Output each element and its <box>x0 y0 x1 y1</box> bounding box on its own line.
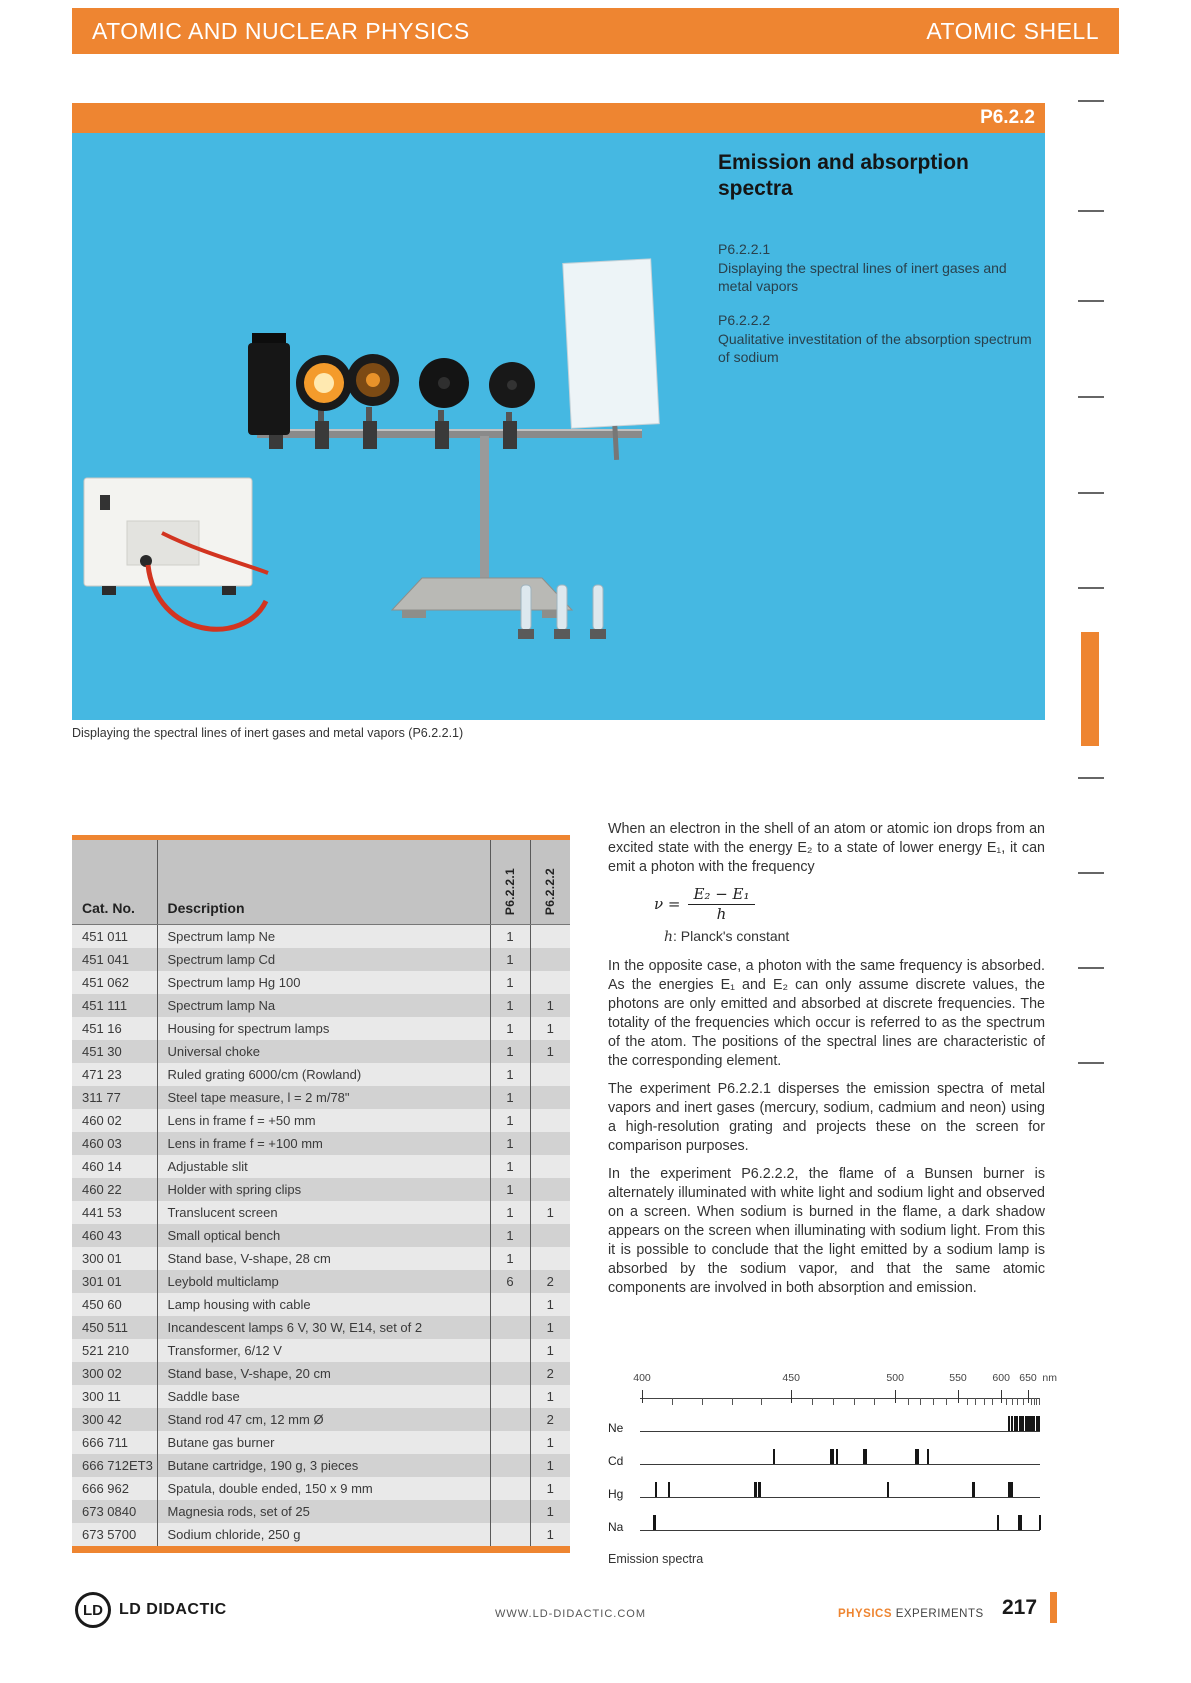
axis-tick <box>672 1398 673 1405</box>
cell-cat-no: 460 14 <box>82 1159 122 1174</box>
formula-denominator: h <box>716 905 727 923</box>
cell-cat-no: 451 062 <box>82 975 129 990</box>
formula-frequency <box>654 886 1045 923</box>
cell-qty-p6221: 1 <box>490 1109 530 1132</box>
spectrum-baseline <box>640 1497 1040 1498</box>
table-row <box>72 1408 570 1431</box>
table-row <box>72 1109 570 1132</box>
spectrum-plot <box>640 1472 1040 1505</box>
formula-fraction <box>688 886 754 923</box>
table-row <box>72 1270 570 1293</box>
table-header-row <box>72 840 570 925</box>
spectrum-baseline <box>640 1431 1040 1432</box>
cell-qty-p6222 <box>530 1247 570 1270</box>
cell-qty-p6221: 1 <box>490 1247 530 1270</box>
cell-cat-no: 311 77 <box>82 1090 121 1105</box>
axis-tick <box>920 1398 921 1405</box>
cell-description: Lamp housing with cable <box>157 1293 490 1316</box>
ld-didactic-logo <box>75 1592 227 1628</box>
table-row <box>72 1316 570 1339</box>
cell-description: Saddle base <box>157 1385 490 1408</box>
cell-qty-p6222: 1 <box>530 1201 570 1224</box>
cell-qty-p6222: 2 <box>530 1408 570 1431</box>
paragraph-experiment-2: In the experiment P6.2.2.2, the flame of a Bunsen burner is alternately illuminated with white light and sodium light and observed on a screen. When sodium is burned in the flame, a dark shadow appears on the screen when illuminating with sodium light. From this it is possible to conclude that the light emitted by a sodium lamp is absorbed by the sodium vapor, and that the same atomic components are involved in both absorption and emission. <box>608 1166 1045 1296</box>
col-header-description: Description <box>157 840 490 925</box>
cell-qty-p6222: 1 <box>530 1454 570 1477</box>
axis-tick <box>642 1390 643 1403</box>
element-label: Na <box>608 1520 624 1534</box>
axis-tick <box>1039 1398 1040 1405</box>
cell-qty-p6222 <box>530 1063 570 1086</box>
table-row <box>72 1086 570 1109</box>
cell-cat-no: 673 5700 <box>82 1527 137 1542</box>
cell-cat-no: 521 210 <box>82 1343 129 1358</box>
spectrum-plot <box>640 1505 1040 1538</box>
spectrum-baseline <box>640 1530 1040 1531</box>
table-row <box>72 1017 570 1040</box>
cell-cat-no: 301 01 <box>82 1274 122 1289</box>
axis-tick <box>1036 1398 1037 1405</box>
spectral-line <box>773 1449 775 1464</box>
spectrum-rows <box>608 1406 1044 1538</box>
cell-qty-p6222 <box>530 1086 570 1109</box>
table-row <box>72 1362 570 1385</box>
axis-tick-label: 600 <box>992 1372 1010 1384</box>
experiment-item <box>718 311 1033 366</box>
cell-description: Universal choke <box>157 1040 490 1063</box>
brand-name: LD DIDACTIC <box>119 1601 227 1618</box>
cell-qty-p6221 <box>490 1477 530 1500</box>
axis-tick <box>702 1398 703 1405</box>
cell-qty-p6222: 1 <box>530 1431 570 1454</box>
cell-cat-no: 450 60 <box>82 1297 122 1312</box>
cell-qty-p6221 <box>490 1523 530 1546</box>
axis-tick <box>1031 1398 1032 1405</box>
spectral-line <box>1008 1416 1010 1431</box>
cell-description: Steel tape measure, l = 2 m/78" <box>157 1086 490 1109</box>
cell-description: Incandescent lamps 6 V, 30 W, E14, set of 2 <box>157 1316 490 1339</box>
cell-qty-p6221: 1 <box>490 925 530 949</box>
edge-mark <box>1078 587 1104 589</box>
cell-qty-p6221 <box>490 1454 530 1477</box>
section-code-bar <box>72 103 1045 133</box>
axis-tick <box>732 1398 733 1405</box>
cell-qty-p6222: 1 <box>530 1316 570 1339</box>
spectrum-row <box>608 1505 1044 1538</box>
cell-qty-p6222: 1 <box>530 1385 570 1408</box>
spectral-line <box>655 1482 657 1497</box>
spectral-line <box>915 1449 919 1464</box>
cell-cat-no: 300 42 <box>82 1412 122 1427</box>
cell-qty-p6222: 1 <box>530 1017 570 1040</box>
table-row <box>72 971 570 994</box>
axis-tick <box>833 1398 834 1405</box>
cell-qty-p6221: 1 <box>490 948 530 971</box>
cell-qty-p6221: 1 <box>490 1040 530 1063</box>
cell-description: Translucent screen <box>157 1201 490 1224</box>
cell-qty-p6222 <box>530 1132 570 1155</box>
element-label: Cd <box>608 1454 624 1468</box>
axis-tick <box>791 1390 792 1403</box>
spectral-line <box>972 1482 975 1497</box>
cell-qty-p6221 <box>490 1362 530 1385</box>
spectral-line <box>1011 1416 1013 1431</box>
photo-caption: Displaying the spectral lines of inert gases and metal vapors (P6.2.2.1) <box>72 726 464 740</box>
spectral-line <box>1016 1416 1018 1431</box>
edge-mark <box>1078 872 1104 874</box>
cell-description: Magnesia rods, set of 25 <box>157 1500 490 1523</box>
edge-mark <box>1078 100 1104 102</box>
logo-monogram-icon: LD <box>75 1592 111 1628</box>
chart-caption: Emission spectra <box>608 1552 704 1566</box>
axis-tick <box>1012 1398 1013 1405</box>
cell-qty-p6222: 2 <box>530 1362 570 1385</box>
paragraph-experiment-1: The experiment P6.2.2.1 disperses the emission spectra of metal vapors and inert gases (mercury, sodium, cadmium and neon) using a high-resolution grating and projects these on the screen for comparison purposes. <box>608 1081 1045 1154</box>
table-row <box>72 1132 570 1155</box>
cell-qty-p6221: 1 <box>490 1178 530 1201</box>
edge-mark <box>1078 210 1104 212</box>
cell-description: Small optical bench <box>157 1224 490 1247</box>
cell-cat-no: 666 962 <box>82 1481 129 1496</box>
table-row <box>72 994 570 1017</box>
spectral-line <box>1033 1416 1035 1431</box>
cell-cat-no: 666 712ET3 <box>82 1458 153 1473</box>
edge-mark <box>1078 967 1104 969</box>
axis-tick <box>946 1398 947 1405</box>
table-row <box>72 1431 570 1454</box>
cell-qty-p6222: 1 <box>530 1339 570 1362</box>
cell-description: Stand base, V-shape, 28 cm <box>157 1247 490 1270</box>
spectral-line <box>1028 1416 1030 1431</box>
edge-mark <box>1078 492 1104 494</box>
spectral-line <box>668 1482 670 1497</box>
experiment-list <box>718 240 1033 366</box>
table-row <box>72 1155 570 1178</box>
edge-mark <box>1078 1062 1104 1064</box>
spectral-line <box>1039 1515 1041 1530</box>
axis-tick <box>1017 1398 1018 1405</box>
cell-cat-no: 300 11 <box>82 1389 121 1404</box>
axis-tick <box>967 1398 968 1405</box>
cell-description: Spectrum lamp Ne <box>157 925 490 949</box>
table-row <box>72 1523 570 1546</box>
cell-qty-p6222: 1 <box>530 1293 570 1316</box>
spectrum-plot <box>640 1406 1040 1439</box>
cell-description: Stand base, V-shape, 20 cm <box>157 1362 490 1385</box>
axis-tick-label: 550 <box>949 1372 967 1384</box>
spectrum-plot <box>640 1439 1040 1472</box>
table-row <box>72 1339 570 1362</box>
cell-qty-p6221 <box>490 1408 530 1431</box>
table-row <box>72 948 570 971</box>
cell-qty-p6221: 1 <box>490 1086 530 1109</box>
cell-qty-p6221: 1 <box>490 971 530 994</box>
spectral-line <box>1018 1515 1022 1530</box>
table-row <box>72 1201 570 1224</box>
cell-description: Ruled grating 6000/cm (Rowland) <box>157 1063 490 1086</box>
axis-tick <box>854 1398 855 1405</box>
cell-qty-p6221 <box>490 1339 530 1362</box>
col-header-p6222: P6.2.2.2 <box>530 840 570 925</box>
article <box>608 820 1045 1307</box>
cell-description: Transformer, 6/12 V <box>157 1339 490 1362</box>
experiment-description: Displaying the spectral lines of inert gases and metal vapors <box>718 260 1007 294</box>
spectral-line <box>830 1449 834 1464</box>
cell-cat-no: 460 22 <box>82 1182 122 1197</box>
edge-mark <box>1078 777 1104 779</box>
cell-cat-no: 451 011 <box>82 929 129 944</box>
table-row <box>72 1224 570 1247</box>
hero-panel <box>72 133 1045 720</box>
cell-qty-p6221: 1 <box>490 994 530 1017</box>
chapter-title: ATOMIC AND NUCLEAR PHYSICS <box>92 17 470 44</box>
spectral-line <box>1022 1416 1024 1431</box>
cell-qty-p6222: 1 <box>530 1500 570 1523</box>
cell-cat-no: 451 111 <box>82 998 128 1013</box>
axis-tick-label: 400 <box>633 1372 651 1384</box>
cell-description: Sodium chloride, 250 g <box>157 1523 490 1546</box>
experiment-photo <box>72 133 732 720</box>
cell-qty-p6221: 1 <box>490 1155 530 1178</box>
cell-cat-no: 451 041 <box>82 952 129 967</box>
cell-qty-p6222 <box>530 925 570 949</box>
experiment-code: P6.2.2.1 <box>718 241 771 257</box>
cell-cat-no: 666 711 <box>82 1435 129 1450</box>
axis-tick <box>958 1390 959 1403</box>
formula-note: h: Planck's constant <box>664 928 790 945</box>
spectral-line <box>758 1482 761 1497</box>
cell-description: Spatula, double ended, 150 x 9 mm <box>157 1477 490 1500</box>
emission-spectra-chart <box>608 1372 1057 1538</box>
cell-description: Stand rod 47 cm, 12 mm Ø <box>157 1408 490 1431</box>
cell-cat-no: 460 43 <box>82 1228 122 1243</box>
axis-tick <box>1001 1390 1002 1403</box>
axis-tick <box>984 1398 985 1405</box>
cell-qty-p6222 <box>530 1155 570 1178</box>
table-row <box>72 1040 570 1063</box>
axis-tick <box>975 1398 976 1405</box>
cell-description: Leybold multiclamp <box>157 1270 490 1293</box>
element-label: Hg <box>608 1487 624 1501</box>
cell-cat-no: 673 0840 <box>82 1504 137 1519</box>
cell-cat-no: 450 511 <box>82 1320 129 1335</box>
cell-qty-p6221 <box>490 1431 530 1454</box>
cell-qty-p6222 <box>530 1109 570 1132</box>
table-row <box>72 1293 570 1316</box>
footer-url: WWW.LD-DIDACTIC.COM <box>495 1608 646 1620</box>
page-number-accent-bar <box>1050 1592 1057 1623</box>
cell-description: Spectrum lamp Hg 100 <box>157 971 490 994</box>
cell-qty-p6221: 1 <box>490 1063 530 1086</box>
experiment-code: P6.2.2.2 <box>718 312 771 328</box>
spectral-line <box>1038 1416 1040 1431</box>
axis-tick <box>992 1398 993 1405</box>
spectrum-axis <box>633 1372 1057 1406</box>
axis-tick <box>1034 1398 1035 1405</box>
table-row <box>72 1247 570 1270</box>
axis-tick <box>1006 1398 1007 1405</box>
cell-description: Butane cartridge, 190 g, 3 pieces <box>157 1454 490 1477</box>
axis-tick <box>933 1398 934 1405</box>
formula-numerator: E₂ − E₁ <box>688 886 754 905</box>
cell-qty-p6221: 1 <box>490 1224 530 1247</box>
cell-cat-no: 441 53 <box>82 1205 122 1220</box>
spectral-line <box>997 1515 999 1530</box>
cell-cat-no: 460 03 <box>82 1136 122 1151</box>
spectral-line <box>887 1482 889 1497</box>
cell-qty-p6222 <box>530 1178 570 1201</box>
experiment-item <box>718 240 1033 295</box>
cell-cat-no: 451 30 <box>82 1044 122 1059</box>
cell-qty-p6221 <box>490 1316 530 1339</box>
cell-description: Lens in frame f = +50 mm <box>157 1109 490 1132</box>
cell-qty-p6221: 1 <box>490 1017 530 1040</box>
experiment-description: Qualitative investitation of the absorption spectrum of sodium <box>718 331 1032 365</box>
cell-description: Housing for spectrum lamps <box>157 1017 490 1040</box>
spectrum-row <box>608 1406 1044 1439</box>
element-label: Ne <box>608 1421 624 1435</box>
table-row <box>72 1063 570 1086</box>
cell-cat-no: 451 16 <box>82 1021 122 1036</box>
spectral-line <box>927 1449 929 1464</box>
parts-table <box>72 835 570 1553</box>
parts-table-body <box>72 925 570 1547</box>
edge-mark <box>1078 396 1104 398</box>
cell-cat-no: 300 01 <box>82 1251 122 1266</box>
axis-tick-label: 650 <box>1019 1372 1037 1384</box>
axis-tick <box>895 1390 896 1403</box>
cell-description: Adjustable slit <box>157 1155 490 1178</box>
cell-qty-p6221: 1 <box>490 1132 530 1155</box>
spectral-line <box>653 1515 656 1530</box>
page-number: 217 <box>1002 1596 1038 1619</box>
table-row <box>72 1477 570 1500</box>
spectrum-row <box>608 1439 1044 1472</box>
paragraph-absorption: In the opposite case, a photon with the same frequency is absorbed. As the energies E₁ and E₂ can only assume discrete values, the photons are only emitted and absorbed at discrete frequencies. The totality of the frequencies which occur is referred to as the spectrum of the atom. The positions of the spectral lines are characteristic of the corresponding element. <box>608 958 1045 1069</box>
hero-text-block <box>718 150 1033 382</box>
spectrum-baseline <box>640 1464 1040 1465</box>
axis-tick <box>874 1398 875 1405</box>
cell-qty-p6222 <box>530 971 570 994</box>
cell-qty-p6222 <box>530 948 570 971</box>
cell-description: Butane gas burner <box>157 1431 490 1454</box>
cell-qty-p6221 <box>490 1385 530 1408</box>
table-bottom-rule <box>72 1546 570 1553</box>
edge-mark <box>1078 300 1104 302</box>
axis-tick <box>761 1398 762 1405</box>
page-header-bar <box>72 8 1119 54</box>
cell-qty-p6222: 1 <box>530 994 570 1017</box>
cell-qty-p6222: 1 <box>530 1477 570 1500</box>
cell-qty-p6221: 1 <box>490 1201 530 1224</box>
table-row <box>72 1454 570 1477</box>
cell-qty-p6221 <box>490 1293 530 1316</box>
cell-cat-no: 300 02 <box>82 1366 122 1381</box>
col-header-cat-no: Cat. No. <box>72 840 157 925</box>
axis-tick <box>1028 1390 1029 1403</box>
axis-tick <box>1023 1398 1024 1405</box>
cell-qty-p6222: 1 <box>530 1040 570 1063</box>
col-header-p6221: P6.2.2.1 <box>490 840 530 925</box>
cell-qty-p6221 <box>490 1500 530 1523</box>
table-row <box>72 925 570 949</box>
chapter-thumb-tab <box>1081 632 1099 746</box>
axis-tick-label: 450 <box>782 1372 800 1384</box>
axis-tick-label: 500 <box>886 1372 904 1384</box>
cell-qty-p6222 <box>530 1224 570 1247</box>
paragraph-intro: When an electron in the shell of an atom or atomic ion drops from an excited state with the energy E₂ to a state of lower energy E₁, it can emit a photon with the frequency <box>608 821 1045 875</box>
spectral-line <box>836 1449 838 1464</box>
cell-cat-no: 471 23 <box>82 1067 122 1082</box>
spectral-line <box>754 1482 757 1497</box>
section-code: P6.2.2 <box>980 107 1035 128</box>
axis-unit-label: nm <box>1042 1372 1057 1384</box>
axis-tick <box>812 1398 813 1405</box>
cell-description: Spectrum lamp Cd <box>157 948 490 971</box>
cell-description: Lens in frame f = +100 mm <box>157 1132 490 1155</box>
cell-qty-p6221: 6 <box>490 1270 530 1293</box>
table-row <box>72 1500 570 1523</box>
spectral-line <box>1008 1482 1013 1497</box>
cell-cat-no: 460 02 <box>82 1113 122 1128</box>
cell-qty-p6222: 1 <box>530 1523 570 1546</box>
cell-description: Holder with spring clips <box>157 1178 490 1201</box>
page-title: Emission and absorption spectra <box>718 151 969 200</box>
footer-series-label: PHYSICS EXPERIMENTS <box>838 1608 984 1620</box>
table-row <box>72 1178 570 1201</box>
cell-qty-p6222: 2 <box>530 1270 570 1293</box>
table-row <box>72 1385 570 1408</box>
axis-line <box>640 1398 1040 1399</box>
formula-lhs: ν = <box>654 895 681 913</box>
cell-description: Spectrum lamp Na <box>157 994 490 1017</box>
axis-tick <box>908 1398 909 1405</box>
spectral-line <box>863 1449 867 1464</box>
spectrum-row <box>608 1472 1044 1505</box>
section-title: ATOMIC SHELL <box>926 17 1099 44</box>
